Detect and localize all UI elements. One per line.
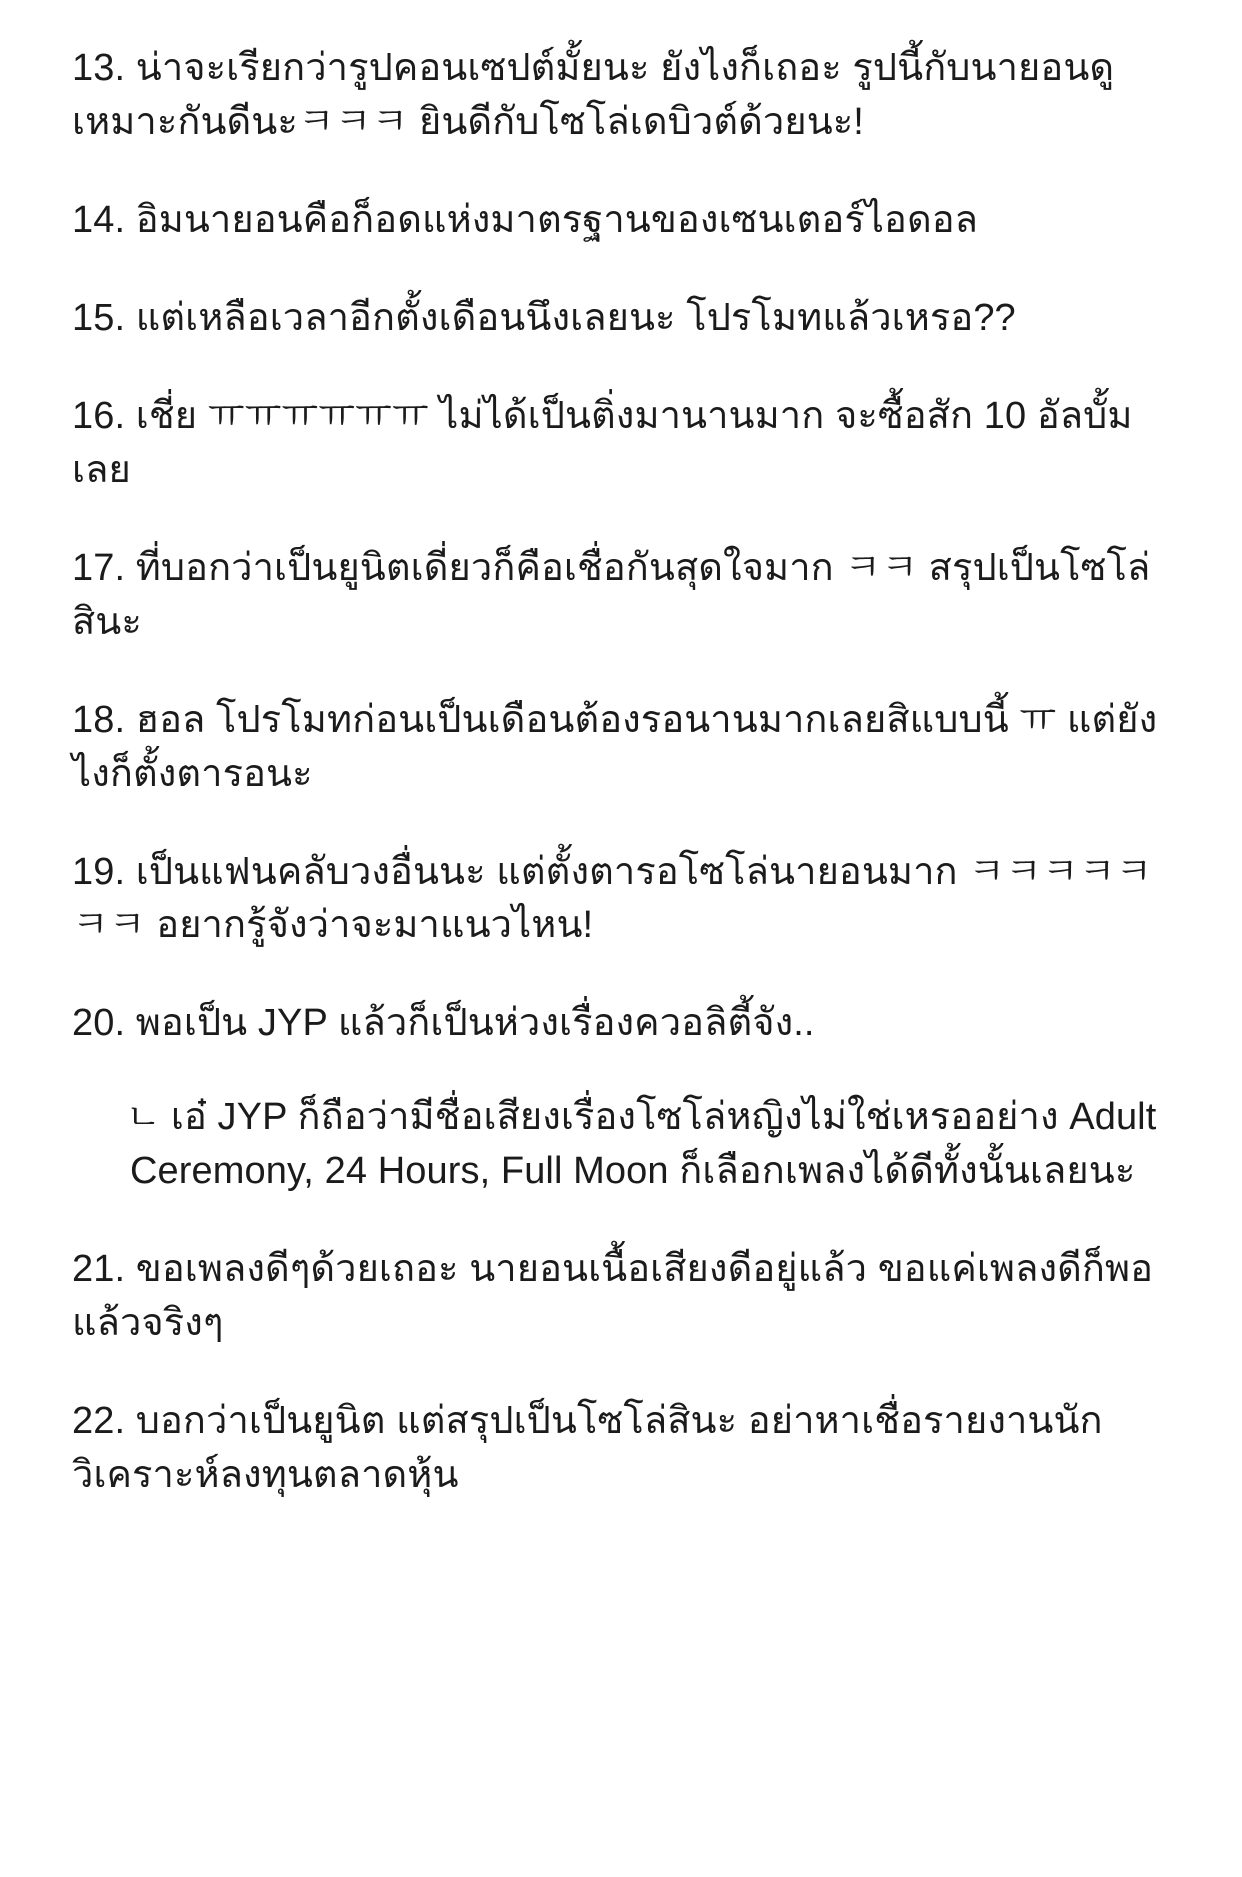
comment-item: 16. เชี่ย ㅠㅠㅠㅠㅠㅠ ไม่ได้เป็นติ่งมานานมาก จะซื้อสัก 10 อัลบั้มเลย xyxy=(72,394,1133,491)
reply-arrow-icon: ㄴ xyxy=(126,1096,161,1138)
comment-item: 18. ฮอล โปรโมทก่อนเป็นเดือนต้องรอนานมากเลยสิแบบนี้ ㅠ แต่ยังไงก็ตั้งตารอนะ xyxy=(72,698,1158,795)
comment-item: 15. แต่เหลือเวลาอีกตั้งเดือนนึงเลยนะ โปรโมทแล้วเหรอ?? xyxy=(72,296,1016,339)
comment-item: 14. อิมนายอนคือก็อดแห่งมาตรฐานของเซนเตอร์ไอดอล xyxy=(72,198,979,241)
comment-item: 20. พอเป็น JYP แล้วก็เป็นห่วงเรื่องควอลิตี้จัง.. xyxy=(72,1002,815,1045)
comment-item: 22. บอกว่าเป็นยูนิต แต่สรุปเป็นโซโล่สินะ อย่าหาเชื่อรายงานนักวิเคราะห์ลงทุนตลาดหุ้น xyxy=(72,1400,1103,1497)
comment-reply xyxy=(72,1091,1170,1199)
comment-item: 17. ที่บอกว่าเป็นยูนิตเดี่ยวก็คือเชื่อกันสุดใจมาก ㅋㅋ สรุปเป็นโซโล่สินะ xyxy=(72,546,1151,643)
comment-item: 13. น่าจะเรียกว่ารูปคอนเซปต์มั้ยนะ ยังไงก็เถอะ รูปนี้กับนายอนดูเหมาะกันดีนะㅋㅋㅋ ยินดีกับโซโล่เดบิวต์ด้วยนะ! xyxy=(72,47,1115,143)
comment-reply-text: เอ๋ JYP ก็ถือว่ามีชื่อเสียงเรื่องโซโล่หญิงไม่ใช่เหรออย่าง Adult Ceremony, 24 Hours, Full Moon ก็เลือกเพลงได้ดีทั้งนั้นเลยนะ xyxy=(130,1096,1157,1193)
comment-item: 19. เป็นแฟนคลับวงอื่นนะ แต่ตั้งตารอโซโล่นายอนมาก ㅋㅋㅋㅋㅋㅋㅋ อยากรู้จังว่าจะมาแนวไหน! xyxy=(72,850,1153,947)
comment-item: 21. ขอเพลงดีๆด้วยเถอะ นายอนเนื้อเสียงดีอยู่แล้ว ขอแค่เพลงดีก็พอแล้วจริงๆ xyxy=(72,1248,1154,1345)
